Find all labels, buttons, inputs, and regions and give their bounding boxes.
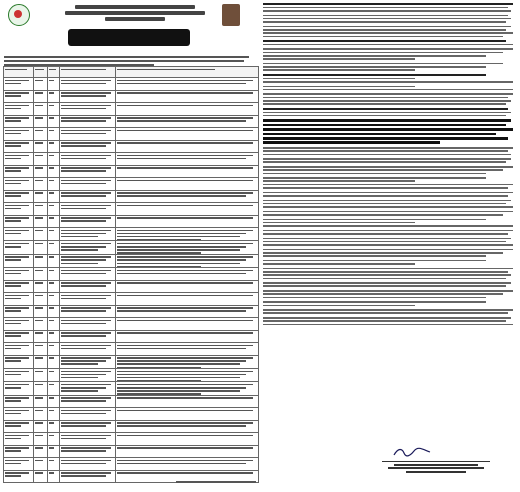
table-header-cell bbox=[60, 67, 116, 78]
instruction-paragraph bbox=[263, 249, 516, 257]
post-name-cell bbox=[4, 140, 34, 153]
table-cell bbox=[34, 254, 48, 267]
table-cell bbox=[48, 382, 60, 395]
table-row bbox=[4, 115, 259, 128]
table-row bbox=[4, 215, 259, 228]
instruction-paragraph bbox=[263, 86, 516, 91]
instruction-paragraph bbox=[263, 309, 516, 314]
instruction-paragraph bbox=[263, 230, 516, 235]
table-cell bbox=[48, 165, 60, 178]
table-cell bbox=[60, 445, 116, 458]
table-cell bbox=[48, 215, 60, 228]
post-name-cell bbox=[4, 268, 34, 281]
instruction-paragraph bbox=[263, 238, 516, 246]
table-cell bbox=[34, 382, 48, 395]
table-cell bbox=[60, 241, 116, 254]
table-row bbox=[4, 140, 259, 153]
table-cell bbox=[48, 241, 60, 254]
table-cell bbox=[60, 153, 116, 166]
table-row bbox=[4, 103, 259, 116]
table-row bbox=[4, 330, 259, 343]
instruction-paragraph bbox=[263, 192, 516, 197]
post-name-cell bbox=[4, 78, 34, 91]
table-cell bbox=[34, 140, 48, 153]
table-row bbox=[4, 90, 259, 103]
table-row bbox=[4, 280, 259, 293]
table-cell bbox=[60, 433, 116, 446]
table-cell bbox=[48, 190, 60, 203]
table-cell bbox=[60, 165, 116, 178]
table-row bbox=[4, 369, 259, 382]
table-cell bbox=[60, 215, 116, 228]
table-header-cell bbox=[34, 67, 48, 78]
table-cell bbox=[60, 305, 116, 318]
posts-table bbox=[3, 66, 259, 483]
instruction-paragraph bbox=[263, 219, 516, 227]
table-cell bbox=[34, 420, 48, 433]
table-cell bbox=[48, 445, 60, 458]
post-name-cell bbox=[4, 241, 34, 254]
table-cell bbox=[116, 140, 259, 153]
instruction-paragraph bbox=[263, 108, 516, 117]
table-cell bbox=[48, 228, 60, 241]
instruction-paragraph bbox=[263, 317, 516, 325]
table-cell bbox=[34, 78, 48, 91]
table-cell bbox=[34, 293, 48, 306]
table-cell bbox=[34, 433, 48, 446]
table-cell bbox=[34, 268, 48, 281]
table-cell bbox=[48, 420, 60, 433]
instruction-paragraph bbox=[263, 93, 516, 104]
table-cell bbox=[116, 305, 259, 318]
table-cell bbox=[60, 395, 116, 408]
post-name-cell bbox=[4, 115, 34, 128]
table-cell bbox=[48, 305, 60, 318]
table-cell bbox=[116, 165, 259, 178]
table-cell bbox=[60, 408, 116, 421]
post-name-cell bbox=[4, 420, 34, 433]
table-cell bbox=[60, 103, 116, 116]
table-cell bbox=[34, 241, 48, 254]
table-cell bbox=[48, 395, 60, 408]
table-cell bbox=[116, 228, 259, 241]
instruction-paragraph bbox=[263, 3, 516, 12]
table-cell bbox=[34, 445, 48, 458]
table-cell bbox=[48, 103, 60, 116]
post-name-cell bbox=[4, 178, 34, 191]
table-cell bbox=[34, 103, 48, 116]
table-cell bbox=[34, 128, 48, 141]
table-row bbox=[4, 305, 259, 318]
table-cell bbox=[116, 458, 259, 471]
table-cell bbox=[34, 458, 48, 471]
instruction-paragraph bbox=[263, 48, 516, 59]
table-cell bbox=[60, 369, 116, 382]
table-row bbox=[4, 318, 259, 331]
table-cell bbox=[34, 190, 48, 203]
table-cell bbox=[48, 268, 60, 281]
table-cell bbox=[60, 293, 116, 306]
post-name-cell bbox=[4, 190, 34, 203]
table-cell bbox=[116, 318, 259, 331]
post-name-cell bbox=[4, 433, 34, 446]
table-cell bbox=[48, 90, 60, 103]
post-name-cell bbox=[4, 128, 34, 141]
table-cell bbox=[116, 420, 259, 433]
signature-image bbox=[392, 446, 432, 458]
table-row bbox=[4, 382, 259, 395]
table-cell bbox=[116, 280, 259, 293]
table-cell bbox=[34, 318, 48, 331]
notice-title-badge bbox=[68, 29, 190, 46]
instruction-paragraph bbox=[263, 211, 516, 216]
table-cell bbox=[34, 178, 48, 191]
table-cell bbox=[60, 458, 116, 471]
instruction-paragraph bbox=[263, 15, 516, 23]
table-cell bbox=[116, 445, 259, 458]
post-name-cell bbox=[4, 343, 34, 356]
table-cell bbox=[116, 330, 259, 343]
post-name-cell bbox=[4, 445, 34, 458]
table-cell bbox=[116, 382, 259, 395]
table-cell bbox=[34, 203, 48, 216]
table-header-cell bbox=[116, 67, 259, 78]
table-cell bbox=[116, 433, 259, 446]
table-cell bbox=[48, 203, 60, 216]
table-cell bbox=[60, 203, 116, 216]
table-row bbox=[4, 343, 259, 356]
table-cell bbox=[116, 343, 259, 356]
table-row bbox=[4, 241, 259, 254]
table-cell bbox=[116, 395, 259, 408]
table-row bbox=[4, 128, 259, 141]
table-cell bbox=[60, 268, 116, 281]
instruction-paragraph bbox=[263, 290, 516, 298]
signatory-block bbox=[376, 459, 496, 473]
post-name-cell bbox=[4, 458, 34, 471]
table-row bbox=[4, 178, 259, 191]
table-cell bbox=[34, 408, 48, 421]
post-name-cell bbox=[4, 153, 34, 166]
post-name-cell bbox=[4, 355, 34, 368]
table-cell bbox=[48, 78, 60, 91]
sms-instruction-block bbox=[263, 119, 516, 144]
table-cell bbox=[60, 280, 116, 293]
table-cell bbox=[34, 165, 48, 178]
table-cell bbox=[34, 355, 48, 368]
table-cell bbox=[48, 280, 60, 293]
table-cell bbox=[116, 90, 259, 103]
table-cell bbox=[48, 115, 60, 128]
instruction-paragraph bbox=[263, 63, 516, 71]
table-row bbox=[4, 190, 259, 203]
post-name-cell bbox=[4, 103, 34, 116]
table-cell bbox=[34, 115, 48, 128]
table-header-cell bbox=[4, 67, 34, 78]
table-row bbox=[4, 420, 259, 433]
instruction-paragraph bbox=[263, 268, 516, 279]
table-cell bbox=[34, 90, 48, 103]
table-cell bbox=[60, 318, 116, 331]
table-cell bbox=[116, 178, 259, 191]
instruction-paragraph bbox=[263, 147, 516, 155]
post-name-cell bbox=[4, 330, 34, 343]
table-cell bbox=[116, 408, 259, 421]
post-name-cell bbox=[4, 318, 34, 331]
post-name-cell bbox=[4, 165, 34, 178]
table-cell bbox=[116, 254, 259, 267]
table-row bbox=[4, 268, 259, 281]
instruction-paragraph bbox=[263, 40, 516, 45]
table-cell bbox=[48, 178, 60, 191]
table-cell bbox=[48, 433, 60, 446]
portrait-image bbox=[222, 4, 240, 26]
table-cell bbox=[34, 280, 48, 293]
government-seal-icon bbox=[8, 4, 30, 26]
instruction-paragraph bbox=[263, 74, 516, 83]
table-cell bbox=[60, 190, 116, 203]
post-name-cell bbox=[4, 293, 34, 306]
table-cell bbox=[116, 203, 259, 216]
table-header-cell bbox=[48, 67, 60, 78]
table-cell bbox=[60, 90, 116, 103]
post-name-cell bbox=[4, 215, 34, 228]
post-name-cell bbox=[4, 305, 34, 318]
table-cell bbox=[48, 293, 60, 306]
table-row bbox=[4, 408, 259, 421]
post-name-cell bbox=[4, 369, 34, 382]
table-cell bbox=[34, 215, 48, 228]
table-cell bbox=[48, 458, 60, 471]
table-row bbox=[4, 433, 259, 446]
table-cell bbox=[116, 153, 259, 166]
table-cell bbox=[116, 215, 259, 228]
table-cell bbox=[48, 128, 60, 141]
post-name-cell bbox=[4, 203, 34, 216]
table-cell bbox=[60, 330, 116, 343]
table-row bbox=[4, 254, 259, 267]
table-cell bbox=[48, 408, 60, 421]
table-cell bbox=[48, 140, 60, 153]
table-row bbox=[4, 228, 259, 241]
instruction-paragraph bbox=[263, 200, 516, 208]
table-cell bbox=[60, 382, 116, 395]
table-cell bbox=[48, 343, 60, 356]
table-cell bbox=[60, 343, 116, 356]
table-cell bbox=[116, 190, 259, 203]
table-cell bbox=[60, 128, 116, 141]
instruction-paragraph bbox=[263, 26, 516, 37]
instruction-paragraph bbox=[263, 166, 516, 174]
table-cell bbox=[116, 293, 259, 306]
instruction-paragraph bbox=[263, 177, 516, 188]
table-cell bbox=[60, 115, 116, 128]
post-name-cell bbox=[4, 90, 34, 103]
table-cell bbox=[48, 318, 60, 331]
table-cell bbox=[34, 470, 48, 483]
table-cell bbox=[60, 78, 116, 91]
post-name-cell bbox=[4, 382, 34, 395]
instructions-column bbox=[263, 3, 516, 481]
table-row bbox=[4, 395, 259, 408]
table-cell bbox=[116, 103, 259, 116]
table-cell bbox=[116, 78, 259, 91]
table-cell bbox=[60, 178, 116, 191]
table-cell bbox=[34, 228, 48, 241]
table-row bbox=[4, 203, 259, 216]
table-row bbox=[4, 153, 259, 166]
instruction-paragraph bbox=[263, 260, 516, 265]
table-cell bbox=[34, 305, 48, 318]
post-name-cell bbox=[4, 280, 34, 293]
table-cell bbox=[48, 254, 60, 267]
table-cell bbox=[116, 115, 259, 128]
notice-header bbox=[60, 3, 210, 21]
table-row bbox=[4, 355, 259, 368]
post-name-cell bbox=[4, 408, 34, 421]
table-cell bbox=[116, 355, 259, 368]
post-name-cell bbox=[4, 228, 34, 241]
table-cell bbox=[34, 330, 48, 343]
table-cell bbox=[34, 369, 48, 382]
table-cell bbox=[48, 153, 60, 166]
table-row bbox=[4, 165, 259, 178]
table-row bbox=[4, 458, 259, 471]
table-cell bbox=[60, 228, 116, 241]
footer-code bbox=[176, 481, 256, 485]
table-row bbox=[4, 293, 259, 306]
table-cell bbox=[48, 369, 60, 382]
post-name-cell bbox=[4, 254, 34, 267]
table-row bbox=[4, 78, 259, 91]
post-name-cell bbox=[4, 395, 34, 408]
table-cell bbox=[60, 140, 116, 153]
instruction-paragraph bbox=[263, 158, 516, 163]
table-cell bbox=[116, 128, 259, 141]
table-cell bbox=[116, 241, 259, 254]
table-cell bbox=[48, 330, 60, 343]
table-row bbox=[4, 445, 259, 458]
table-cell bbox=[48, 470, 60, 483]
table-cell bbox=[34, 153, 48, 166]
table-cell bbox=[34, 395, 48, 408]
instruction-paragraph bbox=[263, 282, 516, 287]
table-cell bbox=[116, 369, 259, 382]
table-cell bbox=[60, 470, 116, 483]
table-cell bbox=[34, 343, 48, 356]
table-cell bbox=[60, 420, 116, 433]
table-header-row bbox=[4, 67, 259, 78]
table-cell bbox=[116, 268, 259, 281]
table-cell bbox=[60, 355, 116, 368]
instruction-paragraph bbox=[263, 301, 516, 306]
post-name-cell bbox=[4, 470, 34, 483]
table-cell bbox=[48, 355, 60, 368]
table-cell bbox=[60, 254, 116, 267]
